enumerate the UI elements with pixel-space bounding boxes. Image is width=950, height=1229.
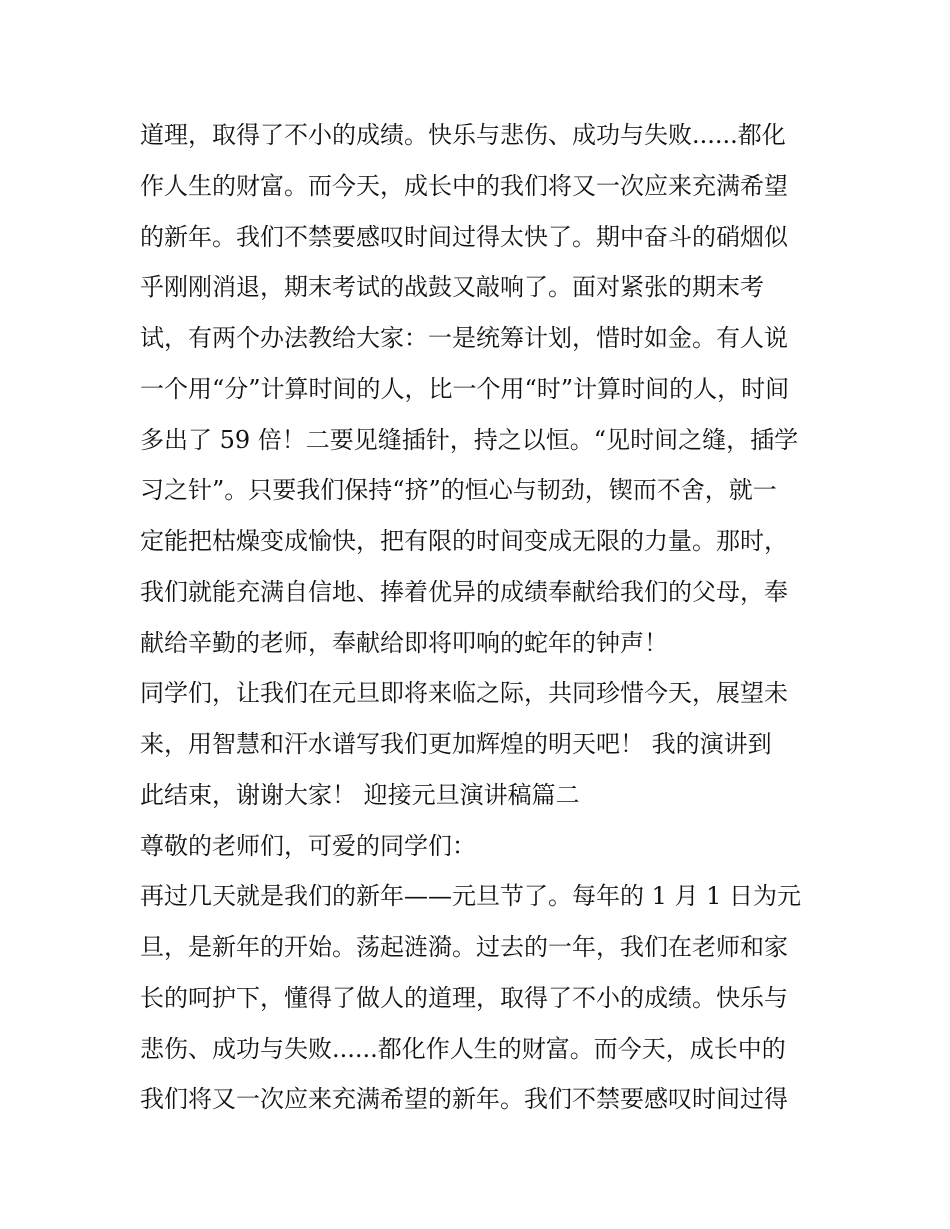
text-line: 多出了 59 倍！二要见缝插针，持之以恒。“见时间之缝，插学 bbox=[140, 425, 799, 454]
text-line: 一个用“分”计算时间的人，比一个用“时”计算时间的人，时间 bbox=[140, 374, 790, 403]
document-body bbox=[140, 110, 820, 1125]
text-line: 来，用智慧和汗水谱写我们更加辉煌的明天吧！ 我的演讲到 bbox=[140, 730, 772, 758]
text-line: 旦，是新年的开始。荡起涟漪。过去的一年，我们在老师和家 bbox=[140, 933, 788, 961]
text-line: 长的呵护下，懂得了做人的道理，取得了不小的成绩。快乐与 bbox=[140, 983, 788, 1012]
text-line: 此结束，谢谢大家！ 迎接元旦演讲稿篇二 bbox=[140, 780, 580, 809]
text-line: 我们将又一次应来充满希望的新年。我们不禁要感叹时间过得 bbox=[140, 1085, 788, 1114]
text-line: 定能把枯燥变成愉快，把有限的时间变成无限的力量。那时， bbox=[140, 527, 788, 555]
text-line: 的新年。我们不禁要感叹时间过得太快了。期中奋斗的硝烟似 bbox=[140, 222, 788, 251]
text-line: 乎刚刚消退，期末考试的战鼓又敲响了。面对紧张的期末考 bbox=[140, 273, 764, 302]
text-line: 作人生的财富。而今天，成长中的我们将又一次应来充满希望 bbox=[140, 171, 788, 200]
text-line: 试，有两个办法教给大家：一是统筹计划，惜时如金。有人说 bbox=[140, 324, 788, 352]
text-line: 尊敬的老师们，可爱的同学们： bbox=[140, 831, 476, 860]
text-line: 再过几天就是我们的新年——元旦节了。每年的 1 月 1 日为元 bbox=[140, 882, 802, 911]
text-line: 习之针”。只要我们保持“挤”的恒心与韧劲，锲而不舍，就一 bbox=[140, 476, 777, 505]
text-line: 我们就能充满自信地、捧着优异的成绩奉献给我们的父母，奉 bbox=[140, 577, 788, 606]
text-line: 同学们，让我们在元旦即将来临之际，共同珍惜今天，展望未 bbox=[140, 679, 788, 708]
text-line: 献给辛勤的老师，奉献给即将叩响的蛇年的钟声！ bbox=[140, 628, 668, 657]
text-line: 悲伤、成功与失败......都化作人生的财富。而今天，成长中的 bbox=[140, 1034, 786, 1063]
text-line: 道理，取得了不小的成绩。快乐与悲伤、成功与失败......都化 bbox=[140, 121, 786, 149]
